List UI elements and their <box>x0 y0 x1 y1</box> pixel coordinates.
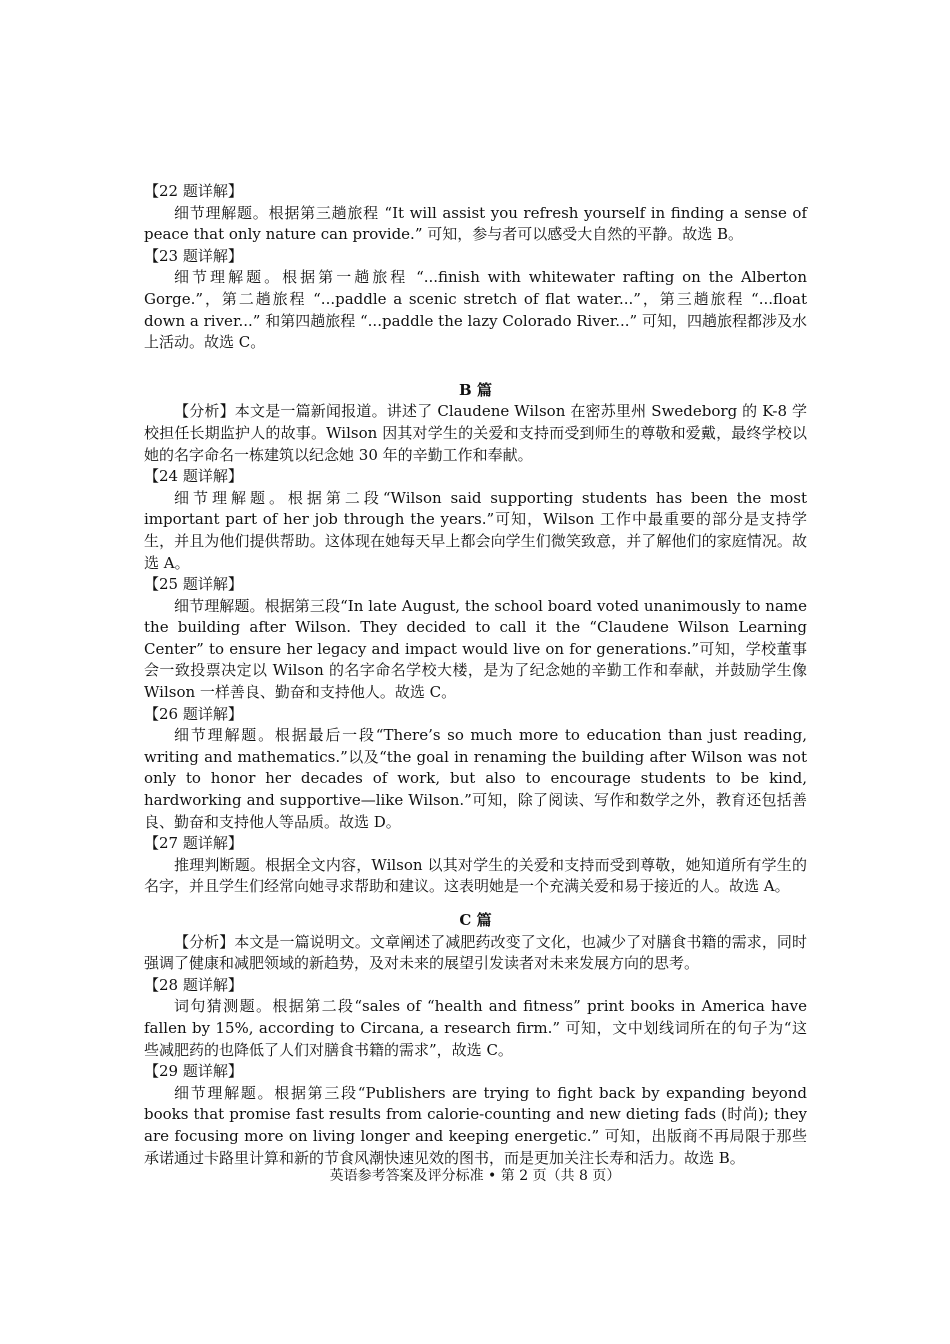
question-22-explanation: 细节理解题。根据第三趟旅程 “It will assist you refresh yourself in finding a sense of peace that only nature can provide.” 可知，参与者可以感受大自然的平静。故选 B。 <box>144 203 807 244</box>
question-26-explanation: 细节理解题。根据最后一段“There’s so much more to education than just reading, writing and mathematics.”以及“the goal in renaming the building after Wilson was not only to honor her decades of work, but also to encourage students to be kind, hardworking and supportive—like Wilson.”可知，除了阅读、写作和数学之外，教育还包括善良、勤奋和支持他人等品质。故选 D。 <box>144 726 807 831</box>
section-spacer <box>144 898 807 910</box>
section-c-title: C 篇 <box>459 911 492 929</box>
page-footer: 英语参考答案及评分标准 • 第 2 页（共 8 页） <box>329 1168 621 1184</box>
section-b-title: B 篇 <box>459 380 492 399</box>
question-27-heading: 【27 题详解】 <box>144 834 243 853</box>
question-25-explanation: 细节理解题。根据第三段“In late August, the school board voted unanimously to name the building after Wilson. They decided to call it the “Claudene Wilson Learning Center” to ensure her legacy and impact would live on for generations.”可知，学校董事会一致投票决定以 Wilson 的名字命名学校大楼，是为了纪念她的辛勤工作和奉献，并鼓励学生像 Wilson 一样善良、勤奋和支持他人。故选 C。 <box>144 596 807 702</box>
question-27-explanation: 推理判断题。根据全文内容，Wilson 以其对学生的关爱和支持而受到尊敬，她知道所有学生的名字，并且学生们经常向她寻求帮助和建议。这表明她是一个充满关爱和易于接近的人。故选 A。 <box>144 855 807 896</box>
question-23-heading: 【23 题详解】 <box>144 246 243 265</box>
section-c-analysis: 【分析】本文是一篇说明文。文章阐述了减肥药改变了文化，也减少了对膳食书籍的需求，同时强调了健康和减肥领域的新趋势，及对未来的展望引发读者对未来发展方向的思考。 <box>144 932 807 973</box>
question-22-heading: 【22 题详解】 <box>144 182 243 200</box>
question-29-heading: 【29 题详解】 <box>144 1062 243 1081</box>
question-26-heading: 【26 题详解】 <box>144 704 243 723</box>
section-spacer <box>144 354 807 380</box>
question-23-explanation: 细节理解题。根据第一趟旅程 “...finish with whitewater rafting on the Alberton Gorge.”，第二趟旅程 “...paddle a scenic stretch of flat water...”，第三趟旅程 “...float down a river...” 和第四趟旅程 “...paddle the lazy Colorado River...” 可知，四趟旅程都涉及水上活动。故选 C。 <box>144 268 807 352</box>
question-25-heading: 【25 题详解】 <box>144 575 243 594</box>
document-body <box>144 181 807 1169</box>
question-28-heading: 【28 题详解】 <box>144 975 243 994</box>
question-24-explanation: 细节理解题。根据第二段“Wilson said supporting students has been the most important part of her job through the years.”可知，Wilson 工作中最重要的部分是支持学生，并且为他们提供帮助。这体现在她每天早上都会向学生们微笑致意，并了解他们的家庭情况。故选 A。 <box>144 488 807 572</box>
section-b-analysis: 【分析】本文是一篇新闻报道。讲述了 Claudene Wilson 在密苏里州 Swedeborg 的 K-8 学校担任长期监护人的故事。Wilson 因其对学生的关爱和支持而受到师生的尊敬和爱戴，最终学校以她的名字命名一栋建筑以纪念她 30 年的辛勤工作和奉献。 <box>144 402 807 464</box>
question-24-heading: 【24 题详解】 <box>144 467 243 486</box>
question-29-explanation: 细节理解题。根据第三段“Publishers are trying to fight back by expanding beyond books that promise fast results from calorie-counting and new dieting fads (时尚); they are focusing more on living longer and keeping energetic.” 可知，出版商不再局限于那些承诺通过卡路里计算和新的节食风潮快速见效的图书，而是更加关注长寿和活力。故选 B。 <box>144 1083 807 1167</box>
question-28-explanation: 词句猜测题。根据第二段“sales of “health and fitness” print books in America have fallen by 15%, according to Circana, a research firm.” 可知，文中划线词所在的句子为“这些减肥药的也降低了人们对膳食书籍的需求”，故选 C。 <box>144 997 807 1059</box>
